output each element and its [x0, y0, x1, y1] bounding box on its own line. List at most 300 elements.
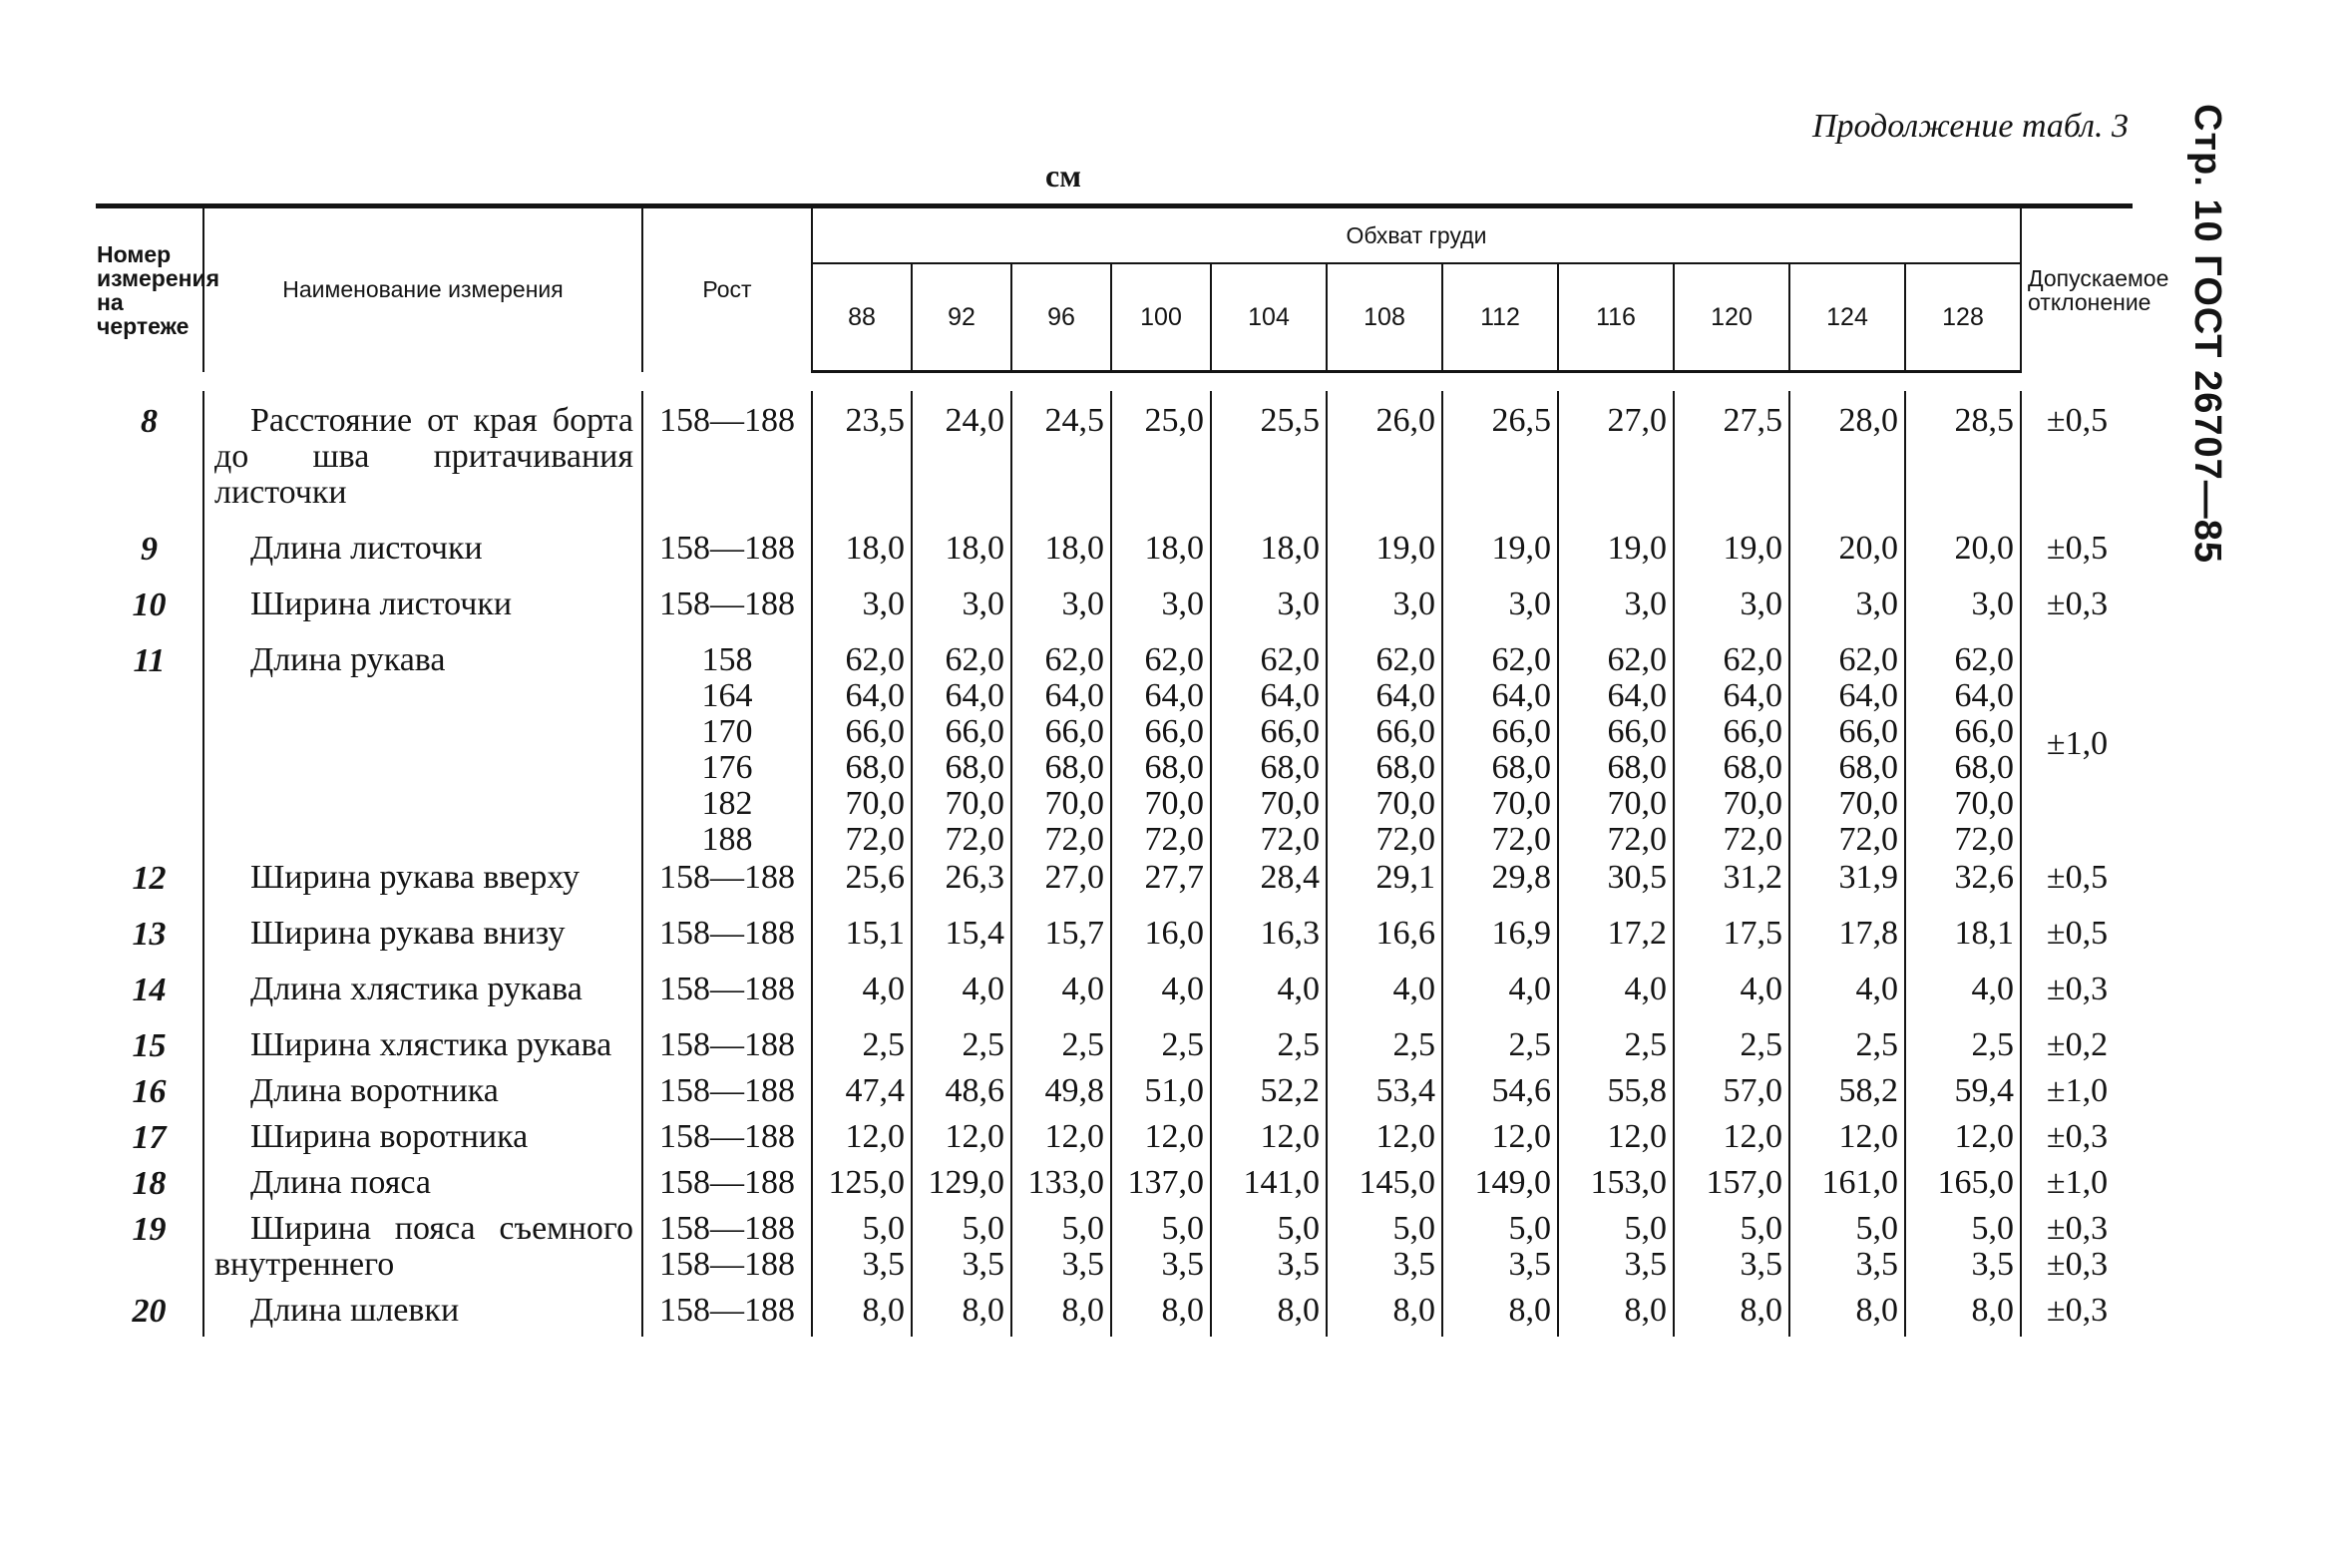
- cell-line: 3,5: [1392, 1246, 1435, 1283]
- value-cell: [912, 1163, 1011, 1209]
- row-name-text: Ширина рукава вверху: [250, 859, 581, 896]
- cell-line: 12,0: [1260, 1118, 1320, 1155]
- table-row: [96, 519, 2133, 575]
- cell-line: 5,0: [1161, 1210, 1204, 1247]
- row-name-text: Длина рукава: [250, 641, 446, 678]
- table-row: [96, 1071, 2133, 1117]
- value-cell: [1011, 1117, 1111, 1163]
- cell-line: 158—188: [659, 1072, 795, 1109]
- cell-line: 59,4: [1954, 1072, 2015, 1109]
- value-cell: [912, 1071, 1011, 1117]
- cell-line: 58,2: [1838, 1072, 1898, 1109]
- value-cell: [1011, 904, 1111, 960]
- cell-line: 4,0: [1277, 971, 1320, 1007]
- value-cell: [812, 858, 912, 904]
- value-cell: [1327, 391, 1442, 519]
- row-height: [642, 630, 812, 858]
- cell-line: 4,0: [862, 971, 905, 1007]
- header-tolerance: Допускаемое отклонение: [2021, 206, 2133, 372]
- value-cell: [1442, 391, 1558, 519]
- cell-line: 66,0: [1607, 713, 1667, 750]
- value-cell: [1442, 1209, 1558, 1291]
- value-cell: [1111, 904, 1211, 960]
- cell-line: 133,0: [1027, 1164, 1104, 1201]
- value-cell: [1674, 1163, 1789, 1209]
- row-tolerance: [2021, 960, 2133, 1015]
- value-cell: [1789, 904, 1905, 960]
- cell-line: 2,5: [1624, 1026, 1667, 1063]
- row-tolerance: [2021, 575, 2133, 630]
- value-cell: [1327, 1291, 1442, 1337]
- cell-line: 64,0: [1044, 677, 1104, 714]
- value-cell: [1789, 1015, 1905, 1071]
- row-name: [203, 1015, 642, 1071]
- value-cell: [1111, 391, 1211, 519]
- row-height: [642, 1291, 812, 1337]
- cell-line: 5,0: [962, 1210, 1004, 1247]
- table-row: [96, 1163, 2133, 1209]
- cell-line: 68,0: [1144, 749, 1204, 786]
- row-name-text: Ширина воротника: [250, 1118, 529, 1155]
- row-tolerance: [2021, 858, 2133, 904]
- cell-line: 15,1: [845, 915, 905, 952]
- cell-line: 70,0: [1044, 785, 1104, 822]
- cell-line: 16,0: [1144, 915, 1204, 952]
- value-cell: [1674, 575, 1789, 630]
- cell-line: 62,0: [1954, 641, 2015, 678]
- value-cell: [1211, 630, 1327, 858]
- cell-line: 70,0: [1260, 785, 1320, 822]
- table-row: [96, 858, 2133, 904]
- value-cell: [1674, 858, 1789, 904]
- cell-line: 19,0: [1491, 530, 1551, 567]
- cell-line: 18,0: [845, 530, 905, 567]
- cell-line: 158—188: [659, 1246, 795, 1283]
- cell-line: 2,5: [1508, 1026, 1551, 1063]
- cell-line: 68,0: [945, 749, 1004, 786]
- cell-line: 2,5: [1061, 1026, 1104, 1063]
- cell-line: 2,5: [862, 1026, 905, 1063]
- value-cell: [1905, 1209, 2021, 1291]
- value-cell: [1111, 1117, 1211, 1163]
- cell-line: 12,0: [845, 1118, 905, 1155]
- cell-line: 158—188: [659, 402, 795, 439]
- cell-line: 3,5: [1971, 1246, 2015, 1283]
- cell-line: 68,0: [1044, 749, 1104, 786]
- table-row: [96, 1209, 2133, 1291]
- cell-line: 2,5: [1161, 1026, 1204, 1063]
- value-cell: [1789, 858, 1905, 904]
- header-chest-group: Обхват груди: [812, 206, 2021, 264]
- spacer-row: [96, 372, 2133, 392]
- size-header: 116: [1558, 263, 1674, 372]
- cell-line: 70,0: [1838, 785, 1898, 822]
- value-cell: [1327, 1117, 1442, 1163]
- cell-line: 49,8: [1044, 1072, 1104, 1109]
- cell-line: 64,0: [1144, 677, 1204, 714]
- value-cell: [1211, 1015, 1327, 1071]
- row-tolerance: [2021, 1209, 2133, 1291]
- cell-line: ±0,2: [2046, 1026, 2109, 1063]
- cell-line: 141,0: [1243, 1164, 1320, 1201]
- value-cell: [1905, 519, 2021, 575]
- cell-line: 2,5: [1277, 1026, 1320, 1063]
- value-cell: [1789, 1117, 1905, 1163]
- value-cell: [1011, 575, 1111, 630]
- row-name-text: Ширина пояса съемного внутреннего: [214, 1210, 633, 1283]
- cell-line: 158—188: [659, 1164, 795, 1201]
- cell-line: 158—188: [659, 1292, 795, 1329]
- cell-line: ±0,5: [2046, 915, 2109, 952]
- row-name-text: Ширина листочки: [250, 586, 513, 622]
- cell-line: 18,0: [1144, 530, 1204, 567]
- cell-line: 64,0: [1723, 677, 1782, 714]
- value-cell: [912, 904, 1011, 960]
- row-height: [642, 904, 812, 960]
- value-cell: [1011, 1209, 1111, 1291]
- value-cell: [1789, 391, 1905, 519]
- cell-line: 68,0: [1375, 749, 1435, 786]
- cell-line: 62,0: [1375, 641, 1435, 678]
- cell-line: 68,0: [1491, 749, 1551, 786]
- value-cell: [1905, 575, 2021, 630]
- value-cell: [1789, 1163, 1905, 1209]
- value-cell: [1327, 1209, 1442, 1291]
- cell-line: 3,0: [1061, 586, 1104, 622]
- cell-line: 70,0: [845, 785, 905, 822]
- cell-line: 164: [701, 677, 753, 714]
- row-name: [203, 575, 642, 630]
- value-cell: [1905, 1117, 2021, 1163]
- cell-line: 3,0: [1624, 586, 1667, 622]
- cell-line: 2,5: [1971, 1026, 2015, 1063]
- cell-line: 24,5: [1044, 402, 1104, 439]
- row-number: 13: [132, 916, 167, 953]
- cell-line: 66,0: [1491, 713, 1551, 750]
- row-name-text: Расстояние от края борта до шва притачивания листочки: [214, 402, 633, 511]
- value-cell: [1327, 858, 1442, 904]
- cell-line: 27,0: [1607, 402, 1667, 439]
- row-tolerance: [2021, 519, 2133, 575]
- cell-line: 70,0: [1607, 785, 1667, 822]
- cell-line: 3,0: [1508, 586, 1551, 622]
- cell-line: 19,0: [1607, 530, 1667, 567]
- value-cell: [1558, 960, 1674, 1015]
- cell-line: 3,0: [962, 586, 1004, 622]
- value-cell: [1211, 1071, 1327, 1117]
- cell-line: 72,0: [845, 821, 905, 858]
- cell-line: 18,0: [1260, 530, 1320, 567]
- value-cell: [812, 391, 912, 519]
- cell-line: 30,5: [1607, 859, 1667, 896]
- cell-line: 8,0: [962, 1292, 1004, 1329]
- row-name-text: Ширина хлястика рукава: [250, 1026, 612, 1063]
- value-cell: [1442, 575, 1558, 630]
- cell-line: 29,8: [1491, 859, 1551, 896]
- cell-line: ±0,5: [2046, 859, 2109, 896]
- value-cell: [912, 1015, 1011, 1071]
- cell-line: 5,0: [1061, 1210, 1104, 1247]
- cell-line: 12,0: [1723, 1118, 1782, 1155]
- cell-line: 12,0: [1954, 1118, 2015, 1155]
- cell-line: 29,1: [1375, 859, 1435, 896]
- value-cell: [1789, 1209, 1905, 1291]
- cell-line: 48,6: [945, 1072, 1004, 1109]
- value-cell: [1905, 858, 2021, 904]
- value-cell: [1558, 1163, 1674, 1209]
- cell-line: 70,0: [1723, 785, 1782, 822]
- value-cell: [1327, 519, 1442, 575]
- row-tolerance: [2021, 1163, 2133, 1209]
- cell-line: 70,0: [1375, 785, 1435, 822]
- cell-line: 158: [701, 641, 753, 678]
- cell-line: ±0,3: [2046, 586, 2109, 622]
- cell-line: 145,0: [1359, 1164, 1435, 1201]
- value-cell: [912, 519, 1011, 575]
- table-row: [96, 630, 2133, 858]
- value-cell: [1558, 630, 1674, 858]
- cell-line: 4,0: [1161, 971, 1204, 1007]
- value-cell: [812, 1117, 912, 1163]
- cell-line: 15,4: [945, 915, 1004, 952]
- cell-line: 8,0: [862, 1292, 905, 1329]
- cell-line: 3,0: [1277, 586, 1320, 622]
- cell-line: 64,0: [1375, 677, 1435, 714]
- value-cell: [1211, 519, 1327, 575]
- row-tolerance: [2021, 1291, 2133, 1337]
- table-row: [96, 1117, 2133, 1163]
- value-cell: [1442, 1291, 1558, 1337]
- cell-line: 68,0: [1607, 749, 1667, 786]
- cell-line: 72,0: [1375, 821, 1435, 858]
- value-cell: [1789, 575, 1905, 630]
- value-cell: [912, 391, 1011, 519]
- table-row: [96, 391, 2133, 519]
- row-tolerance: [2021, 391, 2133, 519]
- size-header: 88: [812, 263, 912, 372]
- value-cell: [1011, 1291, 1111, 1337]
- cell-line: 23,5: [845, 402, 905, 439]
- cell-line: 3,0: [1971, 586, 2015, 622]
- cell-line: 8,0: [1740, 1292, 1782, 1329]
- cell-line: 3,0: [1161, 586, 1204, 622]
- value-cell: [1905, 1015, 2021, 1071]
- cell-line: 125,0: [828, 1164, 905, 1201]
- cell-line: 62,0: [1607, 641, 1667, 678]
- cell-line: 5,0: [1277, 1210, 1320, 1247]
- row-height: [642, 858, 812, 904]
- value-cell: [1211, 1291, 1327, 1337]
- cell-line: 66,0: [1954, 713, 2015, 750]
- cell-line: 28,0: [1838, 402, 1898, 439]
- cell-line: 25,0: [1144, 402, 1204, 439]
- cell-line: 158—188: [659, 971, 795, 1007]
- header-number: Номер измерения на чертеже: [96, 206, 203, 372]
- cell-line: 2,5: [1740, 1026, 1782, 1063]
- cell-line: 68,0: [845, 749, 905, 786]
- cell-line: 8,0: [1624, 1292, 1667, 1329]
- cell-line: 47,4: [845, 1072, 905, 1109]
- cell-line: 16,9: [1491, 915, 1551, 952]
- row-name: [203, 391, 642, 519]
- cell-line: 4,0: [1624, 971, 1667, 1007]
- value-cell: [1011, 1163, 1111, 1209]
- row-number: 14: [132, 972, 167, 1008]
- value-cell: [1789, 519, 1905, 575]
- cell-line: ±0,5: [2046, 530, 2109, 567]
- cell-line: 25,5: [1260, 402, 1320, 439]
- cell-line: 62,0: [1044, 641, 1104, 678]
- cell-line: 19,0: [1723, 530, 1782, 567]
- cell-line: 18,1: [1954, 915, 2015, 952]
- row-number: 15: [132, 1027, 167, 1064]
- value-cell: [1011, 630, 1111, 858]
- value-cell: [912, 630, 1011, 858]
- cell-line: 72,0: [1260, 821, 1320, 858]
- cell-line: 26,5: [1491, 402, 1551, 439]
- cell-line: 188: [701, 821, 753, 858]
- table-row: [96, 960, 2133, 1015]
- table-continuation-caption: Продолжение табл. 3: [1811, 108, 2129, 145]
- cell-line: 31,2: [1723, 859, 1782, 896]
- row-name-text: Длина листочки: [250, 530, 483, 567]
- cell-line: 176: [701, 749, 753, 786]
- cell-line: 72,0: [1954, 821, 2015, 858]
- value-cell: [1327, 960, 1442, 1015]
- value-cell: [1558, 1209, 1674, 1291]
- cell-line: 12,0: [1607, 1118, 1667, 1155]
- size-header: 128: [1905, 263, 2021, 372]
- row-tolerance: [2021, 904, 2133, 960]
- cell-line: 5,0: [1508, 1210, 1551, 1247]
- row-height: [642, 391, 812, 519]
- cell-line: 182: [701, 785, 753, 822]
- value-cell: [1111, 858, 1211, 904]
- row-height: [642, 1209, 812, 1291]
- value-cell: [812, 960, 912, 1015]
- cell-line: 5,0: [1624, 1210, 1667, 1247]
- row-height: [642, 1117, 812, 1163]
- value-cell: [1789, 630, 1905, 858]
- cell-line: 4,0: [1061, 971, 1104, 1007]
- row-name: [203, 858, 642, 904]
- cell-line: 66,0: [1044, 713, 1104, 750]
- value-cell: [1558, 858, 1674, 904]
- cell-line: 66,0: [1144, 713, 1204, 750]
- row-name: [203, 1209, 642, 1291]
- row-tolerance: [2021, 1071, 2133, 1117]
- cell-line: 3,5: [1855, 1246, 1898, 1283]
- value-cell: [1905, 1291, 2021, 1337]
- value-cell: [1442, 858, 1558, 904]
- value-cell: [812, 519, 912, 575]
- size-header: 112: [1442, 263, 1558, 372]
- cell-line: 158—188: [659, 859, 795, 896]
- value-cell: [1789, 1071, 1905, 1117]
- table-row: [96, 1291, 2133, 1337]
- value-cell: [1442, 1071, 1558, 1117]
- value-cell: [1111, 630, 1211, 858]
- cell-line: ±0,3: [2046, 971, 2109, 1007]
- cell-line: 72,0: [1491, 821, 1551, 858]
- row-number: 9: [141, 531, 158, 568]
- value-cell: [1789, 1291, 1905, 1337]
- cell-line: 158—188: [659, 586, 795, 622]
- cell-line: 32,6: [1954, 859, 2015, 896]
- cell-line: 68,0: [1954, 749, 2015, 786]
- value-cell: [1905, 1071, 2021, 1117]
- value-cell: [1327, 1163, 1442, 1209]
- value-cell: [1111, 519, 1211, 575]
- cell-line: 149,0: [1474, 1164, 1551, 1201]
- value-cell: [1905, 904, 2021, 960]
- cell-line: 68,0: [1838, 749, 1898, 786]
- cell-line: 70,0: [945, 785, 1004, 822]
- row-name: [203, 1163, 642, 1209]
- cell-line: 62,0: [1260, 641, 1320, 678]
- row-name: [203, 630, 642, 858]
- value-cell: [812, 575, 912, 630]
- value-cell: [1011, 391, 1111, 519]
- cell-line: ±0,5: [2046, 402, 2109, 439]
- row-number: 12: [132, 860, 167, 897]
- value-cell: [1789, 960, 1905, 1015]
- cell-line: ±0,3: [2046, 1292, 2109, 1329]
- value-cell: [1558, 904, 1674, 960]
- value-cell: [1442, 960, 1558, 1015]
- value-cell: [1905, 960, 2021, 1015]
- value-cell: [1211, 904, 1327, 960]
- cell-line: 3,0: [1855, 586, 1898, 622]
- cell-line: 53,4: [1375, 1072, 1435, 1109]
- size-header: 124: [1789, 263, 1905, 372]
- cell-line: 20,0: [1954, 530, 2015, 567]
- value-cell: [812, 904, 912, 960]
- cell-line: 170: [701, 713, 753, 750]
- cell-line: 4,0: [1508, 971, 1551, 1007]
- cell-line: 3,0: [862, 586, 905, 622]
- cell-line: 64,0: [845, 677, 905, 714]
- row-height: [642, 1015, 812, 1071]
- size-header: 104: [1211, 263, 1327, 372]
- cell-line: 72,0: [945, 821, 1004, 858]
- value-cell: [1674, 1291, 1789, 1337]
- cell-line: 24,0: [945, 402, 1004, 439]
- value-cell: [1211, 1163, 1327, 1209]
- value-cell: [1327, 1071, 1442, 1117]
- cell-line: ±0,3: [2046, 1118, 2109, 1155]
- cell-line: 129,0: [928, 1164, 1004, 1201]
- cell-line: 66,0: [1260, 713, 1320, 750]
- cell-line: 64,0: [1607, 677, 1667, 714]
- value-cell: [1111, 1291, 1211, 1337]
- row-number: 17: [132, 1119, 167, 1156]
- row-name-text: Длина хлястика рукава: [250, 971, 583, 1007]
- cell-line: 8,0: [1061, 1292, 1104, 1329]
- value-cell: [1905, 1163, 2021, 1209]
- cell-line: 62,0: [1723, 641, 1782, 678]
- cell-line: 12,0: [1375, 1118, 1435, 1155]
- cell-line: 66,0: [1723, 713, 1782, 750]
- cell-line: 64,0: [1491, 677, 1551, 714]
- row-name: [203, 1117, 642, 1163]
- cell-line: 2,5: [1855, 1026, 1898, 1063]
- value-cell: [1674, 904, 1789, 960]
- cell-line: 72,0: [1144, 821, 1204, 858]
- cell-line: 27,0: [1044, 859, 1104, 896]
- row-height: [642, 519, 812, 575]
- cell-line: 12,0: [1491, 1118, 1551, 1155]
